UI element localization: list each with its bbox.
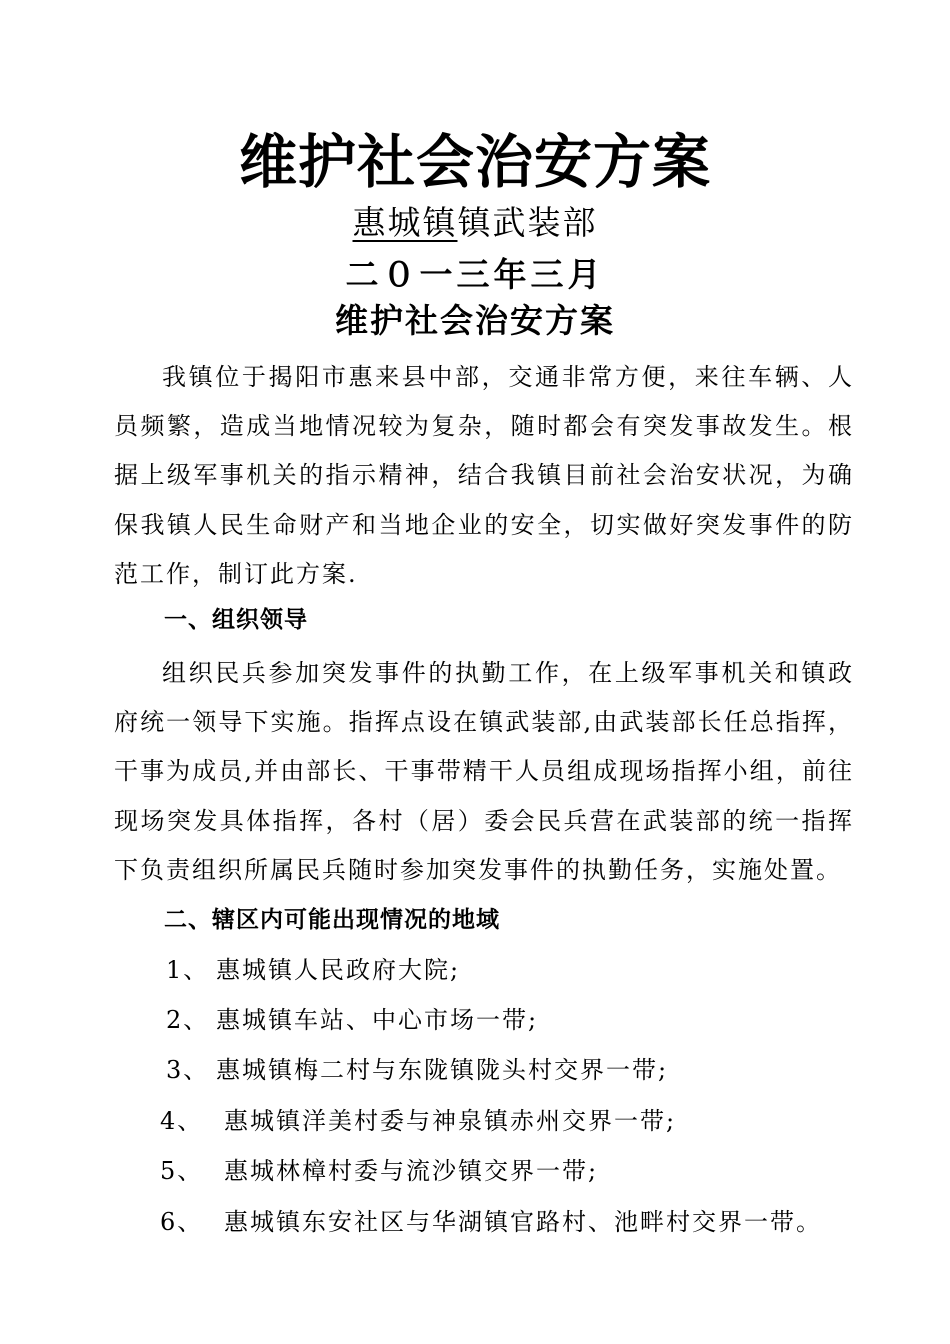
section-heading-areas: 二、辖区内可能出现情况的地域: [164, 907, 500, 933]
department-office-name: 镇武装部: [457, 203, 598, 242]
list-item: [166, 1050, 668, 1090]
list-item: [160, 1101, 676, 1141]
list-item-text: 惠城镇车站、中心市场一带;: [216, 1006, 539, 1034]
list-item: [166, 1000, 538, 1040]
list-item-text: 惠城镇梅二村与东陇镇陇头村交界一带;: [216, 1056, 669, 1084]
list-item-number: 2、: [166, 1006, 210, 1034]
list-item-number: 6、: [160, 1208, 204, 1236]
list-item-number: 4、: [160, 1107, 204, 1135]
list-item-text: 惠城镇洋美村委与神泉镇赤州交界一带;: [224, 1107, 677, 1135]
list-item-text: 惠城镇人民政府大院;: [216, 956, 461, 984]
organization-paragraph: 组织民兵参加突发事件的执勤工作，在上级军事机关和镇政府统一领导下实施。指挥点设在镇武装部,由武装部长任总指挥，干事为成员,并由部长、干事带精干人员组成现场指挥小组，前往现场突发具体指挥，各村（居）委会民兵营在武装部的统一指挥下负责组织所属民兵随时参加突发事件的执勤任务，实施处置。: [114, 659, 854, 884]
list-item: [160, 1202, 822, 1242]
plan-title: 维护社会治安方案: [335, 301, 615, 340]
list-item: [166, 950, 460, 990]
list-item-number: 1、: [166, 956, 210, 984]
document-date: 二０一三年三月: [345, 255, 605, 294]
list-item-text: 惠城林樟村委与流沙镇交界一带;: [224, 1157, 599, 1185]
intro-paragraph: 我镇位于揭阳市惠来县中部，交通非常方便，来往车辆、人员频繁，造成当地情况较为复杂，随时都会有突发事故发生。根据上级军事机关的指示精神，结合我镇目前社会治安状况，为确保我镇人民生命财产和当地企业的安全，切实做好突发事件的防范工作，制订此方案.: [114, 363, 854, 588]
department-town-name: 惠城镇: [352, 203, 458, 242]
list-item-text: 惠城镇东安社区与华湖镇官路村、池畔村交界一带。: [224, 1208, 822, 1236]
list-item-number: 3、: [166, 1056, 210, 1084]
list-item: [160, 1151, 598, 1191]
document-title: 维护社会治安方案: [238, 128, 711, 196]
issuing-department: [0, 200, 950, 246]
section-heading-organization: 一、组织领导: [164, 607, 308, 633]
list-item-number: 5、: [160, 1157, 204, 1185]
